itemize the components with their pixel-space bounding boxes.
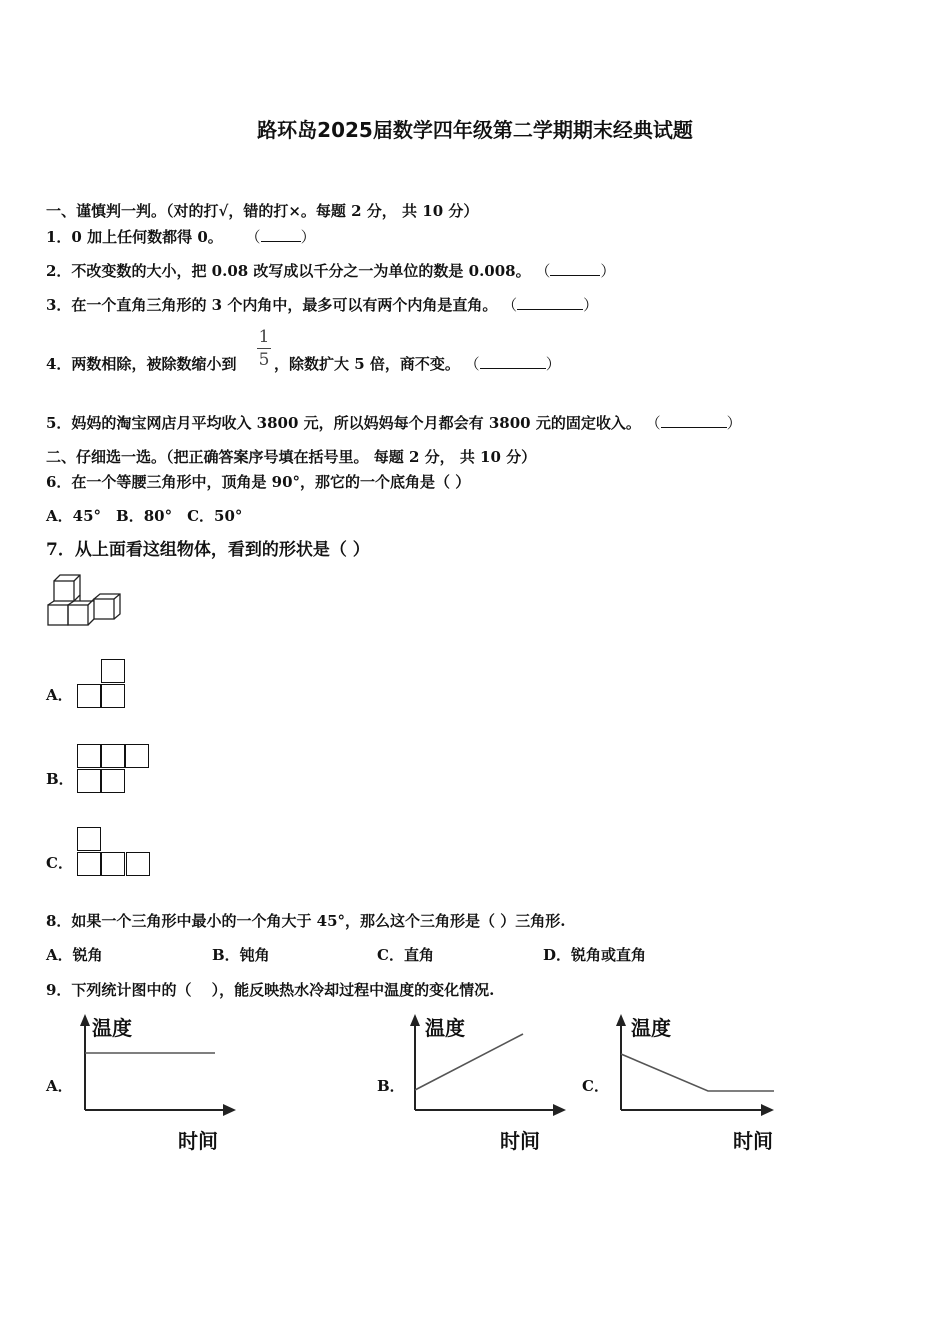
question-4-after — [274, 354, 561, 374]
square — [101, 744, 125, 768]
paren-open: （ — [645, 414, 661, 432]
square — [77, 744, 101, 768]
square — [101, 684, 125, 708]
question-1 — [46, 227, 316, 247]
question-3-text: 3．在一个直角三角形的 3 个内角中，最多可以有两个内角是直角。 — [46, 296, 498, 314]
y-axis-label: 温度 — [425, 1016, 465, 1040]
temperature-line — [621, 1054, 774, 1091]
question-4-before: 4．两数相除，被除数缩小到 — [46, 355, 237, 373]
section1-heading: 一、谨慎判一判。（对的打√，错的打×。每题 2 分， 共 10 分） — [46, 202, 479, 220]
square — [77, 852, 101, 876]
fraction-one-fifth — [256, 328, 272, 369]
y-axis-label: 温度 — [92, 1016, 132, 1040]
option-c-label: C． — [46, 854, 73, 872]
question-5 — [46, 413, 742, 433]
paren-open: （ — [535, 262, 551, 280]
answer-blank-1[interactable] — [261, 227, 301, 242]
square — [101, 852, 125, 876]
paren-close: ） — [600, 262, 616, 280]
answer-blank-5[interactable] — [661, 413, 727, 428]
fraction-denominator: 5 — [258, 350, 270, 370]
question-2 — [46, 261, 615, 281]
square — [77, 827, 101, 851]
question-5-text: 5．妈妈的淘宝网店月平均收入 3800 元，所以妈妈每个月都会有 3800 元的固定收入。 — [46, 414, 641, 432]
page-title: 路环岛2025届数学四年级第二学期期末经典试题 — [257, 118, 693, 142]
x-axis-label: 时间 — [500, 1129, 540, 1153]
square — [125, 744, 149, 768]
paren-close: ） — [300, 228, 316, 246]
section2-heading: 二、仔细选一选。（把正确答案序号填在括号里。 每题 2 分， 共 10 分） — [46, 448, 537, 466]
chart-a-label: A． — [46, 1077, 73, 1095]
paren-open: （ — [245, 228, 261, 246]
question-8-option-b[interactable]: B．钝角 — [212, 946, 270, 964]
chart-b[interactable] — [400, 1012, 570, 1154]
temperature-line — [415, 1034, 523, 1090]
square — [126, 852, 150, 876]
question-8-option-a[interactable]: A．锐角 — [46, 946, 103, 964]
question-9: 9．下列统计图中的（ ），能反映热水冷却过程中温度的变化情况. — [46, 981, 495, 999]
answer-blank-3[interactable] — [517, 295, 583, 310]
question-6: 6．在一个等腰三角形中，顶角是 90°，那它的一个底角是（ ） — [46, 473, 471, 491]
question-7: 7．从上面看这组物体，看到的形状是（ ） — [46, 540, 370, 560]
square — [101, 659, 125, 683]
option-b-label: B． — [46, 770, 74, 788]
x-axis-label: 时间 — [733, 1129, 773, 1153]
answer-blank-4[interactable] — [480, 354, 546, 369]
paren-open: （ — [502, 296, 518, 314]
question-4-after-text: ，除数扩大 5 倍，商不变。 — [274, 355, 460, 373]
option-a-label: A． — [46, 686, 73, 704]
square — [101, 769, 125, 793]
chart-a[interactable] — [70, 1012, 240, 1154]
square — [77, 684, 101, 708]
chart-c-label: C． — [582, 1077, 609, 1095]
question-8-option-d[interactable]: D．锐角或直角 — [543, 946, 647, 964]
fraction-numerator: 1 — [258, 327, 270, 347]
paren-close: ） — [545, 355, 561, 373]
question-3 — [46, 295, 598, 315]
chart-c[interactable] — [606, 1012, 782, 1154]
y-axis-label: 温度 — [631, 1016, 671, 1040]
square — [77, 769, 101, 793]
question-1-text: 1．0 加上任何数都得 0。 — [46, 228, 223, 246]
paren-close: ） — [726, 414, 742, 432]
answer-blank-2[interactable] — [550, 261, 600, 276]
paren-close: ） — [583, 296, 599, 314]
paren-open: （ — [464, 355, 480, 373]
question-6-options: A．45° B．80° C．50° — [46, 507, 243, 525]
chart-b-label: B． — [377, 1077, 405, 1095]
question-2-text: 2．不改变数的大小，把 0.08 改写成以千分之一为单位的数是 0.008。 — [46, 262, 531, 280]
question-8-option-c[interactable]: C．直角 — [377, 946, 434, 964]
x-axis-label: 时间 — [178, 1129, 218, 1153]
cube-stack-figure — [44, 573, 124, 631]
question-8: 8．如果一个三角形中最小的一个角大于 45°，那么这个三角形是（ ）三角形. — [46, 912, 566, 930]
